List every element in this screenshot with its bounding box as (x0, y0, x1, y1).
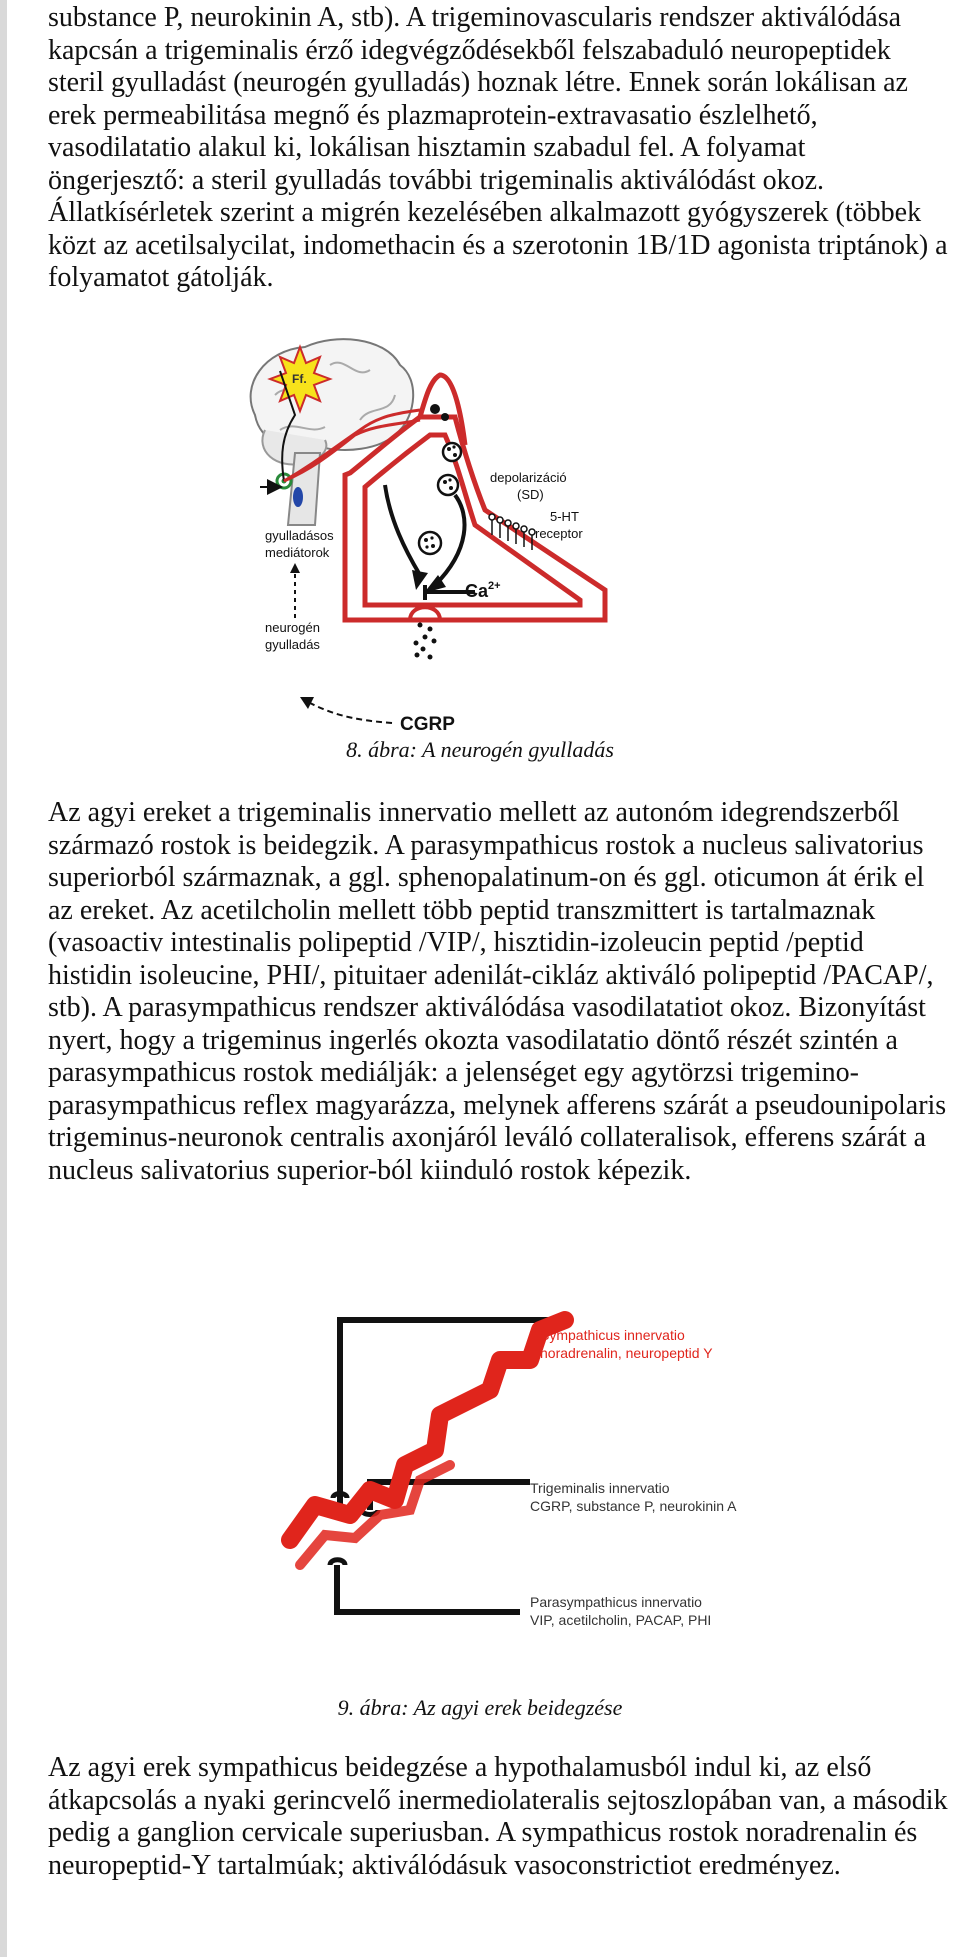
neurogen-label: neurogén (265, 620, 320, 635)
figure-8-caption: 8. ábra: A neurogén gyulladás (346, 737, 614, 762)
neurogenic-inflammation-diagram (220, 335, 740, 745)
receptor-label-2: receptor (535, 526, 583, 541)
trigeminalis-sub: CGRP, substance P, neurokinin A (530, 1498, 737, 1514)
figure-9-caption: 9. ábra: Az agyi erek beidegzése (337, 1695, 623, 1720)
paragraph-1: substance P, neurokinin A, stb). A trigeminovascularis rendszer aktiválódása kapcsán a trigeminalis érző idegvégződésekből felszabaduló neuropeptidek steril gyulladást (neurogén gyulladás) hoznak létre. Ennek során lokálisan az erek permeabilitása megnő és plazmaprotein-extravasatio észlelhető, vasodilatatio alakul ki, lokálisan hisztamin szabadul fel. A folyamat öngerjesztő: a steril gyulladás további trigeminalis aktiválódást okoz. Állatkísérletek szerint a migrén kezelésében alkalmazott gyógyszerek (többek közt az acetilsalycilat, indomethacin és a szerotonin 1B/1D agonista triptánok) a folyamatot gátolják. (48, 2, 948, 293)
left-margin-bar (0, 0, 7, 1957)
mediators-label: gyulladásos (265, 528, 334, 543)
vesicles-icon (419, 404, 461, 554)
cgrp-label: CGRP (400, 714, 455, 735)
parasympathicus-sub: VIP, acetilcholin, PACAP, PHI (530, 1612, 712, 1628)
sympathicus-sub: noradrenalin, neuropeptid Y (540, 1345, 713, 1361)
nucleus-icon (293, 487, 303, 507)
paragraph-3: Az agyi erek sympathicus beidegzése a hypothalamusból indul ki, az első átkapcsolás a nyaki gerincvelő inermediolateralis sejtoszlopában van, a második pedig a ganglion cervicale superiusban. A sympathicus rostok noradrenalin és neuropeptid-Y tartalmúak; aktiválódásuk vasoconstrictiot eredményez. (48, 1752, 948, 1881)
paragraph-2: Az agyi ereket a trigeminalis innervatio mellett az autonóm idegrendszerből származó rostok is beidegzik. A parasympathicus rostok a nucleus salivatorius superiorból származnak, a ggl. sphenopalatinum-on és ggl. oticumon át érik el az ereket. Az acetilcholin mellett több peptid transzmittert is tartalmaznak (vasoactiv intestinalis polipeptid /VIP/, hisztidin-izoleucin peptid /peptid histidin isoleucine, PHI/, pituitaer adenilát-cikláz aktiváló polipeptid /PACAP/, stb). A parasympathicus rendszer aktiválódása vasodilatatiot okoz. Bizonyítást nyert, hogy a trigeminus ingerlés okozta vasodilatatio döntő részét szintén a parasympathicus rostok mediálják: a jelenséget egy agytörzsi trigemino-parasympathicus reflex magyarázza, melynek afferens szárát a pseudounipolaris trigeminus-neuronok centralis axonjáról leváló collateralisok, efferens szárát a nucleus salivatorius superior-ból kiinduló rostok képezik. (48, 797, 947, 1186)
receptor-label: 5-HT (550, 509, 579, 524)
cgrp-release-dots-icon (414, 623, 437, 660)
parasympathicus-title: Parasympathicus innervatio (530, 1594, 702, 1610)
trigeminalis-title: Trigeminalis innervatio (530, 1480, 670, 1496)
depolarization-label: depolarizáció (490, 470, 567, 485)
neurogen-label-2: gyulladás (265, 637, 320, 652)
vessel-icon (290, 1320, 565, 1540)
ff-label: Ff. (292, 372, 307, 386)
depolarization-label-2: (SD) (517, 487, 544, 502)
calcium-label: $Ca^{2+}$ (465, 580, 501, 601)
mediators-label-2: mediátorok (265, 545, 330, 560)
sympathicus-title: Sympathicus innervatio (540, 1327, 685, 1343)
cerebral-vessel-innervation-diagram (230, 1300, 790, 1650)
